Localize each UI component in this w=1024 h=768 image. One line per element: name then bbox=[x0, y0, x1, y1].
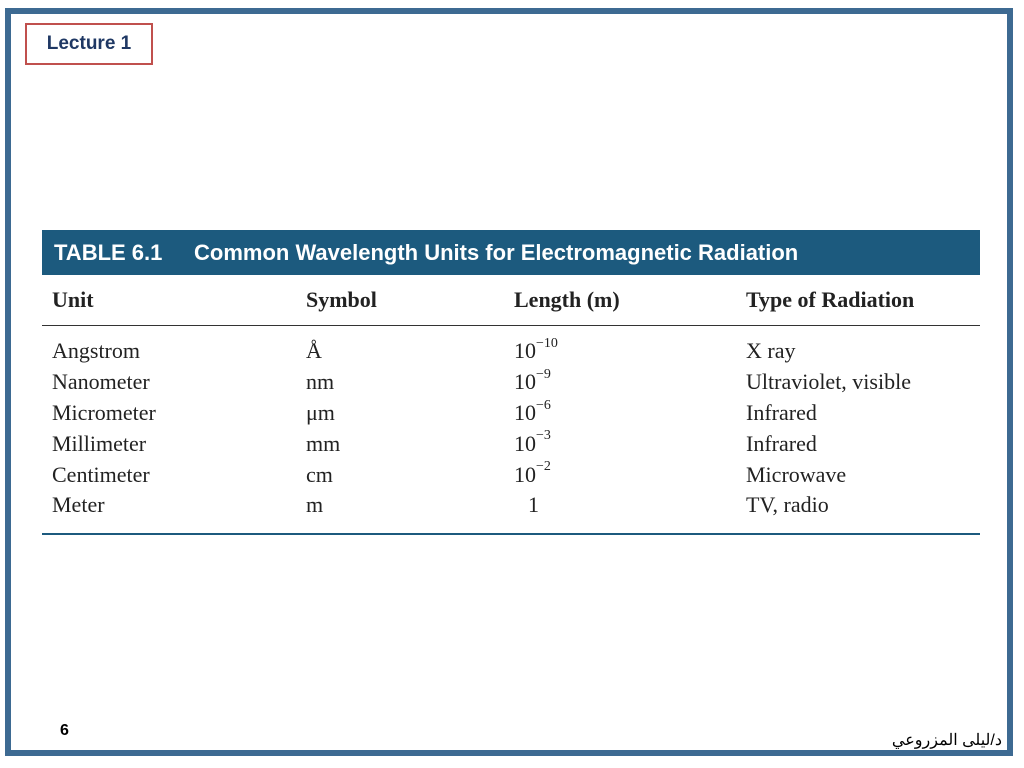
length-base: 10 bbox=[514, 461, 536, 487]
length-exponent: −9 bbox=[536, 366, 551, 382]
column-header-length: Length (m) bbox=[514, 287, 620, 312]
table-number: TABLE 6.1 bbox=[54, 239, 163, 265]
column-header-symbol: Symbol bbox=[306, 287, 377, 312]
table-header bbox=[42, 230, 980, 275]
length-cell bbox=[504, 492, 736, 518]
symbol-cell: μm bbox=[306, 399, 335, 425]
symbol-cell: nm bbox=[306, 369, 335, 395]
page-number: 6 bbox=[60, 722, 69, 739]
unit-cell: Micrometer bbox=[52, 399, 156, 425]
length-base: 1 bbox=[528, 492, 539, 518]
unit-cell: Centimeter bbox=[52, 461, 150, 487]
type-cell: X ray bbox=[746, 338, 796, 364]
length-cell bbox=[504, 397, 736, 426]
lecture-label: Lecture 1 bbox=[25, 23, 153, 65]
length-exponent: −3 bbox=[536, 428, 551, 444]
symbol-cell: cm bbox=[306, 461, 333, 487]
table-row bbox=[42, 459, 980, 490]
table-row bbox=[42, 398, 980, 429]
type-cell: Ultraviolet, visible bbox=[746, 369, 911, 395]
type-cell: Microwave bbox=[746, 461, 847, 487]
symbol-cell: m bbox=[306, 492, 324, 518]
length-base: 10 bbox=[514, 399, 536, 425]
column-headers bbox=[42, 275, 980, 326]
type-cell: TV, radio bbox=[746, 492, 829, 518]
symbol-cell: mm bbox=[306, 430, 341, 456]
unit-cell: Meter bbox=[52, 492, 105, 518]
length-cell bbox=[504, 366, 736, 395]
symbol-cell: Å bbox=[306, 338, 322, 364]
length-cell bbox=[504, 428, 736, 457]
table-row bbox=[42, 367, 980, 398]
table-row bbox=[42, 336, 980, 367]
length-base: 10 bbox=[514, 338, 536, 364]
type-cell: Infrared bbox=[746, 430, 817, 456]
unit-cell: Nanometer bbox=[52, 369, 150, 395]
table-row bbox=[42, 428, 980, 459]
table-row bbox=[42, 490, 980, 521]
unit-cell: Millimeter bbox=[52, 430, 147, 456]
length-base: 10 bbox=[514, 369, 536, 395]
table-title: Common Wavelength Units for Electromagnetic Radiation bbox=[194, 239, 799, 265]
type-cell: Infrared bbox=[746, 399, 817, 425]
column-header-unit: Unit bbox=[52, 287, 94, 312]
length-cell bbox=[504, 338, 736, 364]
table-grid bbox=[42, 275, 980, 535]
author-name: د/ليلى المزروعي bbox=[891, 732, 1002, 749]
length-base: 10 bbox=[514, 430, 536, 456]
table-body bbox=[42, 326, 980, 535]
length-cell bbox=[504, 459, 736, 488]
length-exponent: −10 bbox=[536, 336, 558, 352]
unit-cell: Angstrom bbox=[52, 338, 140, 364]
length-exponent: −2 bbox=[536, 459, 551, 475]
length-exponent: −6 bbox=[536, 397, 551, 413]
column-header-type: Type of Radiation bbox=[746, 287, 915, 312]
wavelength-table bbox=[42, 230, 980, 535]
